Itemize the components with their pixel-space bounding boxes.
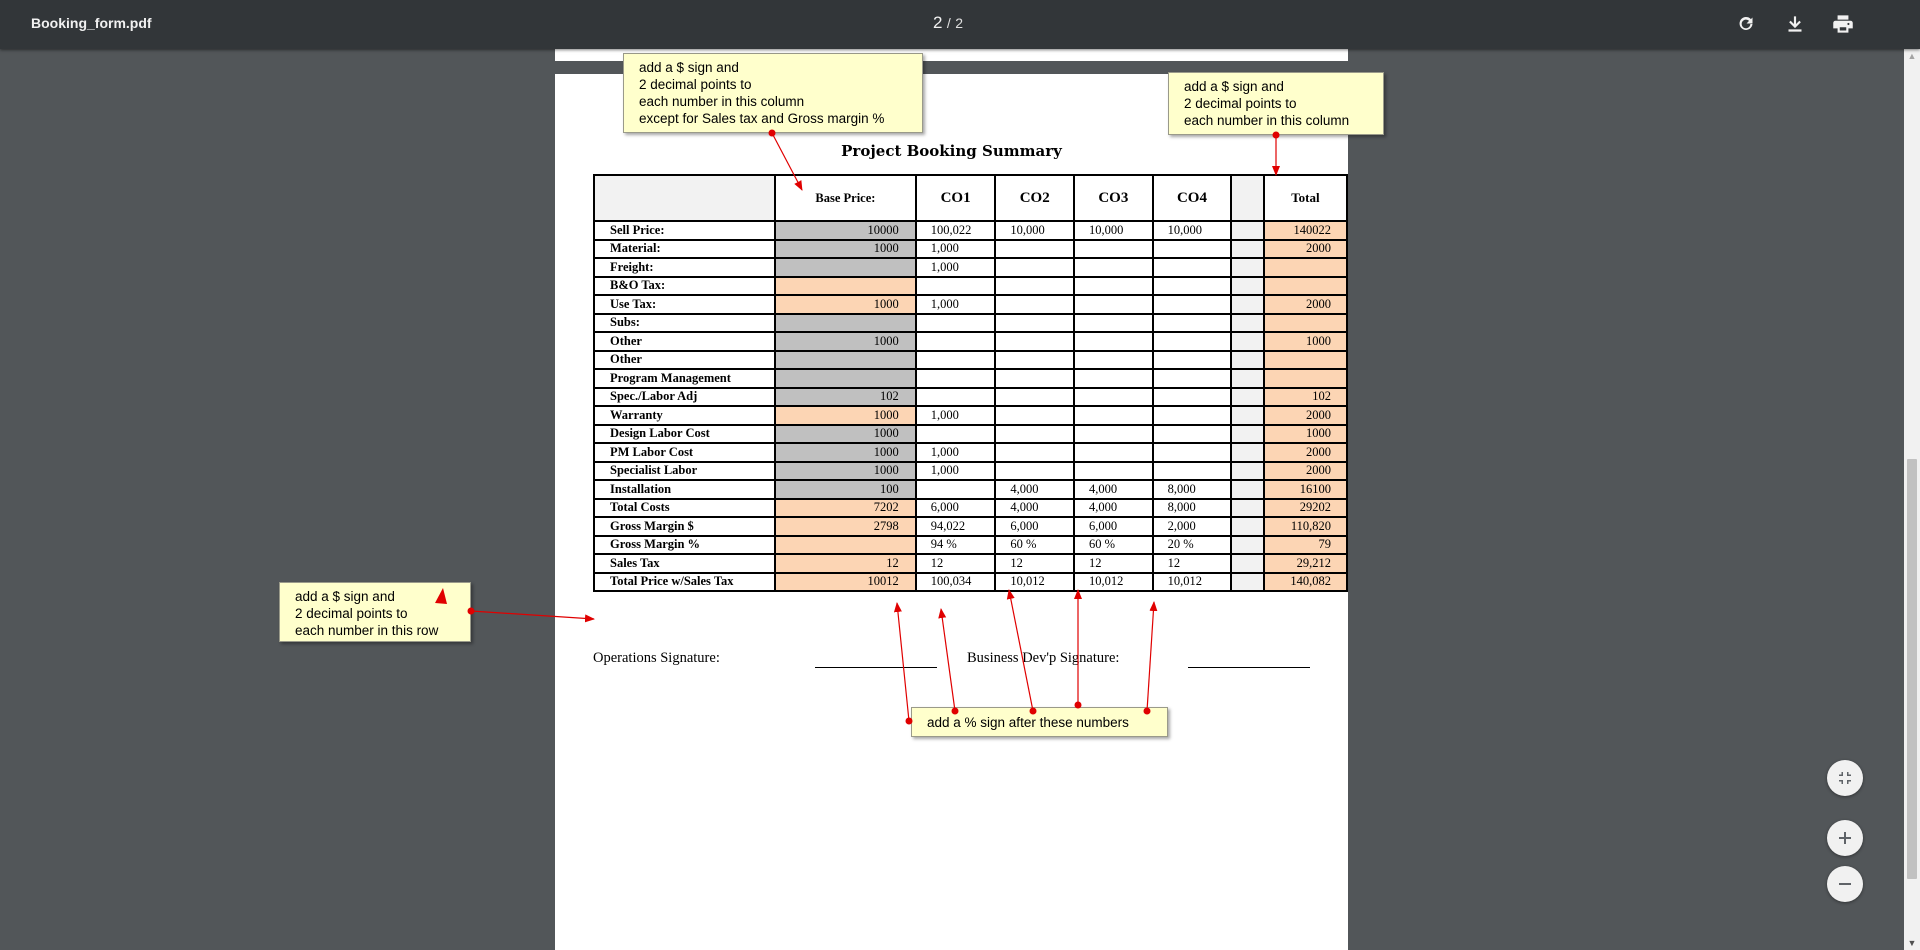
co2-cell: 60 %: [995, 536, 1074, 555]
zoom-in-button[interactable]: [1827, 820, 1863, 856]
zoom-out-button[interactable]: [1827, 866, 1863, 902]
co3-cell: 4,000: [1074, 499, 1153, 518]
co1-cell: 1,000: [916, 240, 996, 259]
gap-cell: [1231, 258, 1264, 277]
business-dev-signature-label: Business Dev'p Signature:: [967, 650, 1120, 666]
base-price-cell: 10012: [775, 573, 916, 592]
gap-cell: [1231, 443, 1264, 462]
document-title: Project Booking Summary: [841, 142, 1062, 160]
co1-cell: [916, 351, 996, 370]
co4-cell: [1153, 369, 1232, 388]
gap-cell: [1231, 351, 1264, 370]
gap-cell: [1231, 554, 1264, 573]
base-price-cell: [775, 369, 916, 388]
base-price-cell: 7202: [775, 499, 916, 518]
co2-cell: [995, 462, 1074, 481]
co3-cell: 6,000: [1074, 517, 1153, 536]
co2-cell: [995, 425, 1074, 444]
page-separator: /: [946, 15, 951, 31]
co3-cell: [1074, 332, 1153, 351]
row-label: Installation: [594, 480, 775, 499]
gap-cell: [1231, 425, 1264, 444]
row-label: Gross Margin $: [594, 517, 775, 536]
note-percent[interactable]: [911, 707, 1168, 737]
row-label: Spec./Labor Adj: [594, 388, 775, 407]
co2-cell: [995, 351, 1074, 370]
fit-page-button[interactable]: [1827, 760, 1863, 796]
base-price-cell: 1000: [775, 332, 916, 351]
table-row: [594, 258, 1347, 277]
co1-cell: [916, 369, 996, 388]
pdf-page: [555, 74, 1348, 950]
total-cell: 2000: [1264, 240, 1347, 259]
table-row: [594, 314, 1347, 333]
note-line: add a $ sign and: [1184, 79, 1284, 94]
table-row: [594, 499, 1347, 518]
gap-cell: [1231, 388, 1264, 407]
total-cell: 110,820: [1264, 517, 1347, 536]
co1-cell: [916, 480, 996, 499]
total-cell: 2000: [1264, 406, 1347, 425]
co4-cell: [1153, 240, 1232, 259]
co3-cell: 10,000: [1074, 221, 1153, 240]
co4-cell: [1153, 388, 1232, 407]
base-price-cell: 1000: [775, 443, 916, 462]
co3-cell: [1074, 240, 1153, 259]
row-label: B&O Tax:: [594, 277, 775, 296]
fit-page-icon: [1835, 768, 1855, 788]
table-row: [594, 443, 1347, 462]
total-cell: 2000: [1264, 295, 1347, 314]
co3-cell: 10,012: [1074, 573, 1153, 592]
base-price-cell: 2798: [775, 517, 916, 536]
co2-cell: [995, 258, 1074, 277]
note-line: add a $ sign and: [639, 60, 739, 75]
gap-cell: [1231, 221, 1264, 240]
co4-cell: [1153, 443, 1232, 462]
rotate-icon[interactable]: [1733, 11, 1759, 37]
table-row: [594, 425, 1347, 444]
operations-signature-label: Operations Signature:: [593, 650, 720, 666]
co1-cell: 100,022: [916, 221, 996, 240]
row-label: Program Management: [594, 369, 775, 388]
print-icon[interactable]: [1830, 11, 1856, 37]
co4-cell: 20 %: [1153, 536, 1232, 555]
co2-cell: 4,000: [995, 480, 1074, 499]
co4-cell: 8,000: [1153, 499, 1232, 518]
file-title: Booking_form.pdf: [31, 15, 152, 31]
co3-cell: [1074, 406, 1153, 425]
co3-cell: [1074, 314, 1153, 333]
gap-cell: [1231, 480, 1264, 499]
note-line: 2 decimal points to: [639, 77, 752, 92]
header-co2: CO2: [995, 175, 1074, 221]
note-line: add a $ sign and: [295, 589, 395, 604]
co3-cell: [1074, 351, 1153, 370]
total-cell: 79: [1264, 536, 1347, 555]
header-gap-cell: [1231, 175, 1264, 221]
total-cell: 29202: [1264, 499, 1347, 518]
co1-cell: [916, 332, 996, 351]
gap-cell: [1231, 295, 1264, 314]
row-label: Gross Margin %: [594, 536, 775, 555]
co2-cell: [995, 240, 1074, 259]
gap-cell: [1231, 332, 1264, 351]
note-line: add a % sign after these numbers: [927, 715, 1129, 730]
co4-cell: [1153, 351, 1232, 370]
co4-cell: 2,000: [1153, 517, 1232, 536]
total-pages: 2: [955, 15, 964, 31]
total-cell: 140,082: [1264, 573, 1347, 592]
co4-cell: [1153, 332, 1232, 351]
gap-cell: [1231, 536, 1264, 555]
co4-cell: [1153, 258, 1232, 277]
booking-summary-table: [593, 174, 1348, 592]
table-row: [594, 295, 1347, 314]
base-price-cell: [775, 258, 916, 277]
total-cell: 2000: [1264, 462, 1347, 481]
co3-cell: [1074, 425, 1153, 444]
table-row: [594, 369, 1347, 388]
row-label: Other: [594, 351, 775, 370]
page-indicator: [933, 13, 963, 33]
co2-cell: [995, 314, 1074, 333]
header-co3: CO3: [1074, 175, 1153, 221]
base-price-cell: 10000: [775, 221, 916, 240]
base-price-cell: 1000: [775, 462, 916, 481]
co2-cell: 10,012: [995, 573, 1074, 592]
gap-cell: [1231, 573, 1264, 592]
co3-cell: [1074, 369, 1153, 388]
co1-cell: [916, 425, 996, 444]
co4-cell: [1153, 425, 1232, 444]
co2-cell: [995, 443, 1074, 462]
gap-cell: [1231, 314, 1264, 333]
header-base-price: Base Price:: [775, 175, 916, 221]
co3-cell: 12: [1074, 554, 1153, 573]
base-price-cell: [775, 351, 916, 370]
co1-cell: 1,000: [916, 295, 996, 314]
header-empty-cell: [594, 175, 775, 221]
business-dev-signature-line: [1188, 667, 1310, 668]
co2-cell: 6,000: [995, 517, 1074, 536]
co4-cell: [1153, 314, 1232, 333]
row-label: Freight:: [594, 258, 775, 277]
pdf-toolbar: [0, 0, 1920, 49]
note-line: each number in this column: [639, 94, 805, 109]
co2-cell: [995, 277, 1074, 296]
co3-cell: [1074, 295, 1153, 314]
zoom-in-icon: [1835, 828, 1855, 848]
header-co4: CO4: [1153, 175, 1232, 221]
co4-cell: 8,000: [1153, 480, 1232, 499]
co1-cell: 1,000: [916, 258, 996, 277]
download-icon[interactable]: [1782, 11, 1808, 37]
row-label: Total Costs: [594, 499, 775, 518]
row-label: Other: [594, 332, 775, 351]
gap-cell: [1231, 499, 1264, 518]
co4-cell: [1153, 277, 1232, 296]
row-label: Total Price w/Sales Tax: [594, 573, 775, 592]
header-total: Total: [1264, 175, 1347, 221]
total-cell: 1000: [1264, 425, 1347, 444]
co1-cell: 94 %: [916, 536, 996, 555]
total-cell: 102: [1264, 388, 1347, 407]
co1-cell: 1,000: [916, 462, 996, 481]
table-row: [594, 554, 1347, 573]
co1-cell: 1,000: [916, 406, 996, 425]
note-line: 2 decimal points to: [1184, 96, 1297, 111]
co1-cell: [916, 277, 996, 296]
co1-cell: [916, 314, 996, 333]
co4-cell: 10,012: [1153, 573, 1232, 592]
note-line: each number in this column: [1184, 113, 1350, 128]
table-row: [594, 277, 1347, 296]
base-price-cell: [775, 314, 916, 333]
co3-cell: [1074, 443, 1153, 462]
gap-cell: [1231, 277, 1264, 296]
base-price-cell: 102: [775, 388, 916, 407]
total-cell: [1264, 277, 1347, 296]
note-total-column[interactable]: [1168, 72, 1384, 135]
table-row: [594, 517, 1347, 536]
co2-cell: 12: [995, 554, 1074, 573]
total-cell: [1264, 258, 1347, 277]
note-line: except for Sales tax and Gross margin %: [639, 111, 885, 126]
row-label: Sell Price:: [594, 221, 775, 240]
table-row: [594, 351, 1347, 370]
row-label: Specialist Labor: [594, 462, 775, 481]
table-row: [594, 388, 1347, 407]
current-page-input[interactable]: 2: [933, 13, 943, 32]
base-price-cell: [775, 536, 916, 555]
operations-signature-line: [815, 667, 937, 668]
table-row: [594, 240, 1347, 259]
base-price-cell: 12: [775, 554, 916, 573]
total-cell: 1000: [1264, 332, 1347, 351]
scrollbar-thumb[interactable]: [1907, 459, 1917, 879]
co2-cell: [995, 369, 1074, 388]
row-label: Sales Tax: [594, 554, 775, 573]
note-line: 2 decimal points to: [295, 606, 408, 621]
base-price-cell: 100: [775, 480, 916, 499]
co1-cell: 12: [916, 554, 996, 573]
table-row: [594, 332, 1347, 351]
co1-cell: 94,022: [916, 517, 996, 536]
header-co1: CO1: [916, 175, 996, 221]
note-total-row[interactable]: [279, 582, 471, 642]
note-base-column[interactable]: [623, 53, 923, 133]
co1-cell: 6,000: [916, 499, 996, 518]
row-label: Subs:: [594, 314, 775, 333]
base-price-cell: 1000: [775, 425, 916, 444]
co3-cell: [1074, 388, 1153, 407]
total-cell: [1264, 314, 1347, 333]
table-row: [594, 462, 1347, 481]
gap-cell: [1231, 369, 1264, 388]
total-cell: 140022: [1264, 221, 1347, 240]
scroll-down-arrow-icon[interactable]: ▼: [1907, 938, 1917, 948]
co4-cell: [1153, 462, 1232, 481]
table-row: [594, 573, 1347, 592]
zoom-out-icon: [1835, 874, 1855, 894]
total-cell: 29,212: [1264, 554, 1347, 573]
co2-cell: 4,000: [995, 499, 1074, 518]
co2-cell: [995, 388, 1074, 407]
table-row: [594, 221, 1347, 240]
vertical-scrollbar[interactable]: [1904, 49, 1920, 950]
total-cell: 2000: [1264, 443, 1347, 462]
base-price-cell: [775, 277, 916, 296]
co1-cell: 100,034: [916, 573, 996, 592]
co2-cell: [995, 332, 1074, 351]
co4-cell: [1153, 406, 1232, 425]
gap-cell: [1231, 517, 1264, 536]
row-label: PM Labor Cost: [594, 443, 775, 462]
base-price-cell: 1000: [775, 295, 916, 314]
co1-cell: 1,000: [916, 443, 996, 462]
gap-cell: [1231, 406, 1264, 425]
co4-cell: 12: [1153, 554, 1232, 573]
co4-cell: [1153, 295, 1232, 314]
scroll-up-arrow-icon[interactable]: ▲: [1907, 51, 1917, 61]
row-label: Design Labor Cost: [594, 425, 775, 444]
co3-cell: [1074, 258, 1153, 277]
co3-cell: [1074, 462, 1153, 481]
base-price-cell: 1000: [775, 240, 916, 259]
table-row: [594, 480, 1347, 499]
table-header-row: [594, 175, 1347, 221]
total-cell: 16100: [1264, 480, 1347, 499]
base-price-cell: 1000: [775, 406, 916, 425]
total-cell: [1264, 351, 1347, 370]
co2-cell: [995, 406, 1074, 425]
co3-cell: 4,000: [1074, 480, 1153, 499]
gap-cell: [1231, 240, 1264, 259]
co2-cell: [995, 295, 1074, 314]
note-line: each number in this row: [295, 623, 439, 638]
co1-cell: [916, 388, 996, 407]
row-label: Warranty: [594, 406, 775, 425]
table-row: [594, 536, 1347, 555]
co4-cell: 10,000: [1153, 221, 1232, 240]
co3-cell: [1074, 277, 1153, 296]
total-cell: [1264, 369, 1347, 388]
table-row: [594, 406, 1347, 425]
row-label: Material:: [594, 240, 775, 259]
co2-cell: 10,000: [995, 221, 1074, 240]
gap-cell: [1231, 462, 1264, 481]
co3-cell: 60 %: [1074, 536, 1153, 555]
row-label: Use Tax:: [594, 295, 775, 314]
